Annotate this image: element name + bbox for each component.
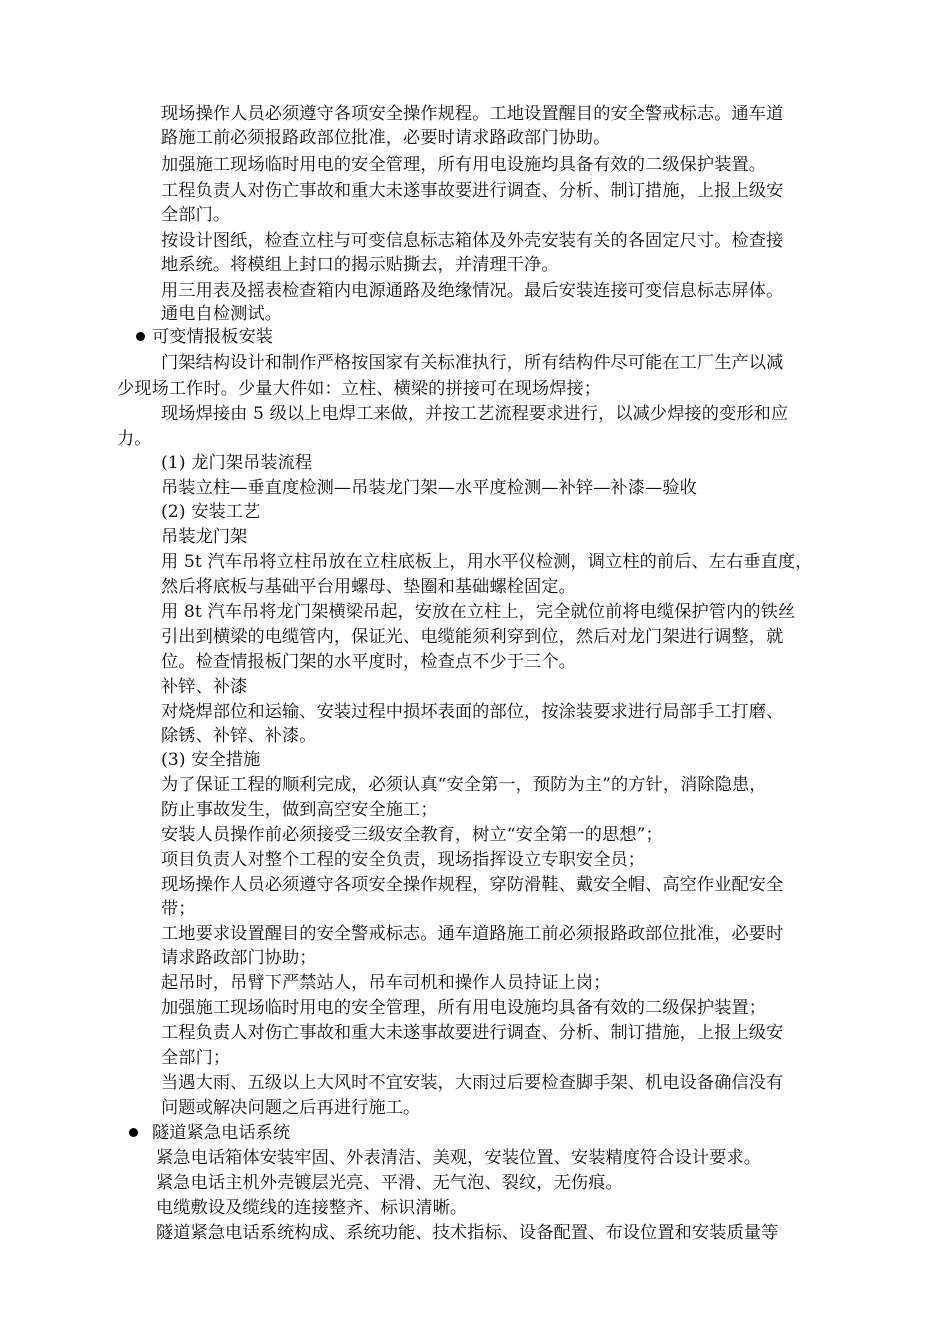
text-line: 吊装立柱—垂直度检测—吊装龙门架—水平度检测—补锌—补漆—验收 <box>161 478 697 498</box>
section-heading: 隧道紧急电话系统 <box>152 1123 291 1143</box>
bullet-icon <box>136 332 145 341</box>
text-line: 用三用表及摇表检查箱内电源通路及绝缘情况。最后安装连接可变信息标志屏体。 <box>161 281 784 301</box>
text-line: 隧道紧急电话系统构成、系统功能、技术指标、设备配置、布设位置和安装质量等 <box>156 1223 779 1243</box>
text-line: 当遇大雨、五级以上大风时不宜安装，大雨过后要检查脚手架、机电设备确信没有 <box>161 1073 784 1093</box>
text-line: 紧急电话箱体安装牢固、外表清洁、美观，安装位置、安装精度符合设计要求。 <box>156 1148 762 1168</box>
text-line: 请求路政部门协助； <box>161 948 317 968</box>
text-line: 位。检查情报板门架的水平度时，检查点不少于三个。 <box>161 652 576 672</box>
text-line: 加强施工现场临时用电的安全管理，所有用电设施均具备有效的二级保护装置； <box>161 998 767 1018</box>
text-line: 现场操作人员必须遵守各项安全操作规程，穿防滑鞋、戴安全帽、高空作业配安全 <box>161 875 784 895</box>
text-line: 补锌、补漆 <box>161 677 248 697</box>
text-line: 全部门； <box>161 1048 231 1068</box>
text-line: 工程负责人对伤亡事故和重大未遂事故要进行调查、分析、制订措施，上报上级安 <box>161 1023 784 1043</box>
text-line: 吊装龙门架 <box>161 527 248 547</box>
text-line: 加强施工现场临时用电的安全管理，所有用电设施均具备有效的二级保护装置。 <box>161 155 767 175</box>
text-line: 地系统。将模组上封口的揭示贴撕去，并清理干净。 <box>161 255 559 275</box>
text-line: 电缆敷设及缆线的连接整齐、标识清晰。 <box>156 1198 468 1218</box>
text-line: 引出到横梁的电缆管内，保证光、电缆能须利穿到位，然后对龙门架进行调整，就 <box>161 627 784 647</box>
text-line: 为了保证工程的顺利完成，必须认真“安全第一，预防为主”的方针，消除隐患， <box>161 775 767 795</box>
subheading: (2) 安装工艺 <box>161 502 261 522</box>
text-line: 现场操作人员必须遵守各项安全操作规程。工地设置醒目的安全警戒标志。通车道 <box>161 104 784 124</box>
text-line: 起吊时，吊臂下严禁站人，吊车司机和操作人员持证上岗； <box>161 973 611 993</box>
text-line: 用 8t 汽车吊将龙门架横梁吊起，安放在立柱上，完全就位前将电缆保护管内的铁丝 <box>161 602 796 622</box>
text-line: 力。 <box>117 429 152 449</box>
text-line: 现场焊接由 5 级以上电焊工来做，并按工艺流程要求进行，以减少焊接的变形和应 <box>161 404 789 424</box>
subheading: (1) 龙门架吊装流程 <box>161 453 313 473</box>
bullet-icon <box>129 1128 138 1137</box>
text-line: 路施工前必须报路政部位批准，必要时请求路政部门协助。 <box>161 128 611 148</box>
text-line: 工地要求设置醒目的安全警戒标志。通车道路施工前必须报路政部位批准，必要时 <box>161 924 784 944</box>
text-line: 安装人员操作前必须接受三级安全教育，树立“安全第一的思想”； <box>161 825 663 845</box>
subheading: (3) 安全措施 <box>161 750 261 770</box>
text-line: 对烧焊部位和运输、安装过程中损坏表面的部位，按涂装要求进行局部手工打磨、 <box>161 702 784 722</box>
text-line: 带； <box>161 899 196 919</box>
text-line: 防止事故发生，做到高空安全施工； <box>161 800 438 820</box>
text-line: 全部门。 <box>161 205 231 225</box>
text-line: 项目负责人对整个工程的安全负责，现场指挥设立专职安全员； <box>161 850 646 870</box>
text-line: 工程负责人对伤亡事故和重大未遂事故要进行调查、分析、制订措施，上报上级安 <box>161 181 784 201</box>
text-line: 门架结构设计和制作严格按国家有关标准执行，所有结构件尽可能在工厂生产以减 <box>161 353 784 373</box>
text-line: 用 5t 汽车吊将立柱吊放在立柱底板上，用水平仪检测，调立柱的前后、左右垂直度， <box>161 552 813 572</box>
text-line: 少现场工作时。少量大件如：立柱、横梁的拼接可在现场焊接； <box>117 379 602 399</box>
text-line: 然后将底板与基础平台用螺母、垫圈和基础螺栓固定。 <box>161 577 576 597</box>
text-line: 问题或解决问题之后再进行施工。 <box>161 1098 421 1118</box>
text-line: 紧急电话主机外壳镀层光亮、平滑、无气泡、裂纹，无伤痕。 <box>156 1173 623 1193</box>
text-line: 除锈、补锌、补漆。 <box>161 726 317 746</box>
section-heading: 可变情报板安装 <box>152 327 274 347</box>
text-line: 通电自检测试。 <box>161 304 283 324</box>
text-line: 按设计图纸，检查立柱与可变信息标志箱体及外壳安装有关的各固定尺寸。检查接 <box>161 231 784 251</box>
